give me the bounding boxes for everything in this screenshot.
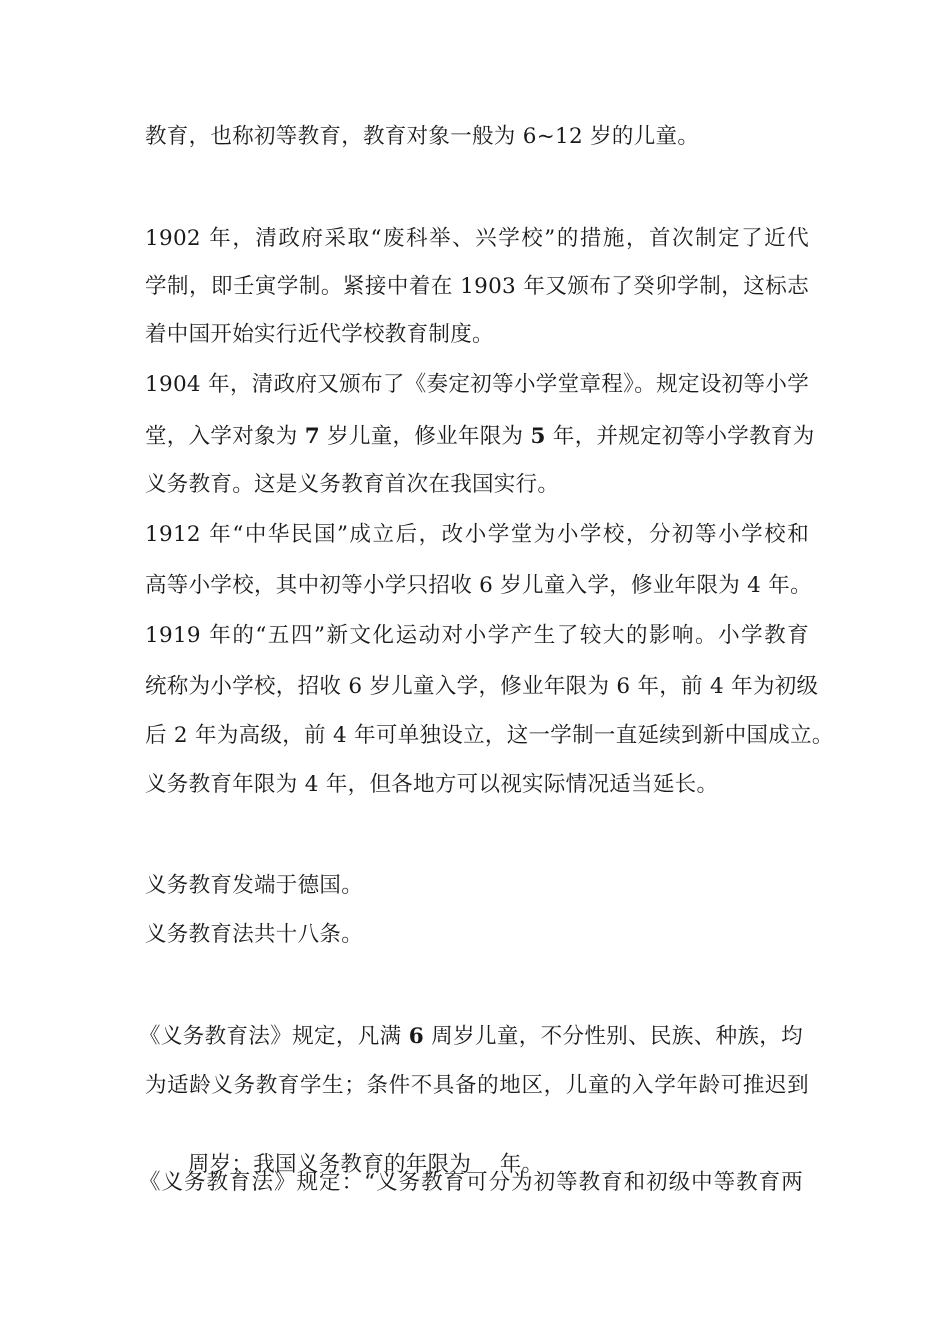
text-line-5: 1904 年，清政府又颁布了《奏定初等小学堂章程》。规定设初等小学 [145,372,809,397]
text-line-9: 高等小学校，其中初等小学只招收 6 岁儿童入学，修业年限为 4 年。 [145,573,812,598]
text-line-19: 《义务教育法》规定：“义务教育可分为初等教育和初级中等教育两 [139,1170,803,1195]
text-line-15: 义务教育法共十八条。 [145,922,364,947]
text-line-18: 周岁；我国义务教育的年限为 年。 [173,1152,544,1177]
text-line-4: 着中国开始实行近代学校教育制度。 [145,322,494,347]
text-line-17: 为适龄义务教育学生；条件不具备的地区，儿童的入学年龄可推迟到 [145,1073,809,1098]
text-line-3: 学制，即壬寅学制。紧接中着在 1903 年又颁布了癸卯学制，这标志 [145,274,809,299]
text-line-12: 后 2 年为高级，前 4 年可单独设立，这一学制一直延续到新中国成立。 [145,723,834,748]
text-line-13: 义务教育年限为 4 年，但各地方可以视实际情况适当延长。 [145,772,719,797]
text-line-16: 《义务教育法》规定，凡满 6 周岁儿童，不分性别、民族、种族，均 [139,1024,803,1049]
text-line-6: 堂，入学对象为 7 岁儿童，修业年限为 5 年，并规定初等小学教育为 [145,424,815,449]
text-line-8: 1912 年“中华民国”成立后，改小学堂为小学校，分初等小学校和 [145,522,809,547]
text-line-7: 义务教育。这是义务教育首次在我国实行。 [145,472,560,497]
text-line-11: 统称为小学校，招收 6 岁儿童入学，修业年限为 6 年，前 4 年为初级 [145,674,819,699]
text-line-14: 义务教育发端于德国。 [145,873,364,898]
text-line-1: 教育，也称初等教育，教育对象一般为 6~12 岁的儿童。 [145,124,700,149]
text-line-2: 1902 年，清政府采取“废科举、兴学校”的措施，首次制定了近代 [145,226,809,251]
text-line-10: 1919 年的“五四”新文化运动对小学产生了较大的影响。小学教育 [145,623,809,648]
